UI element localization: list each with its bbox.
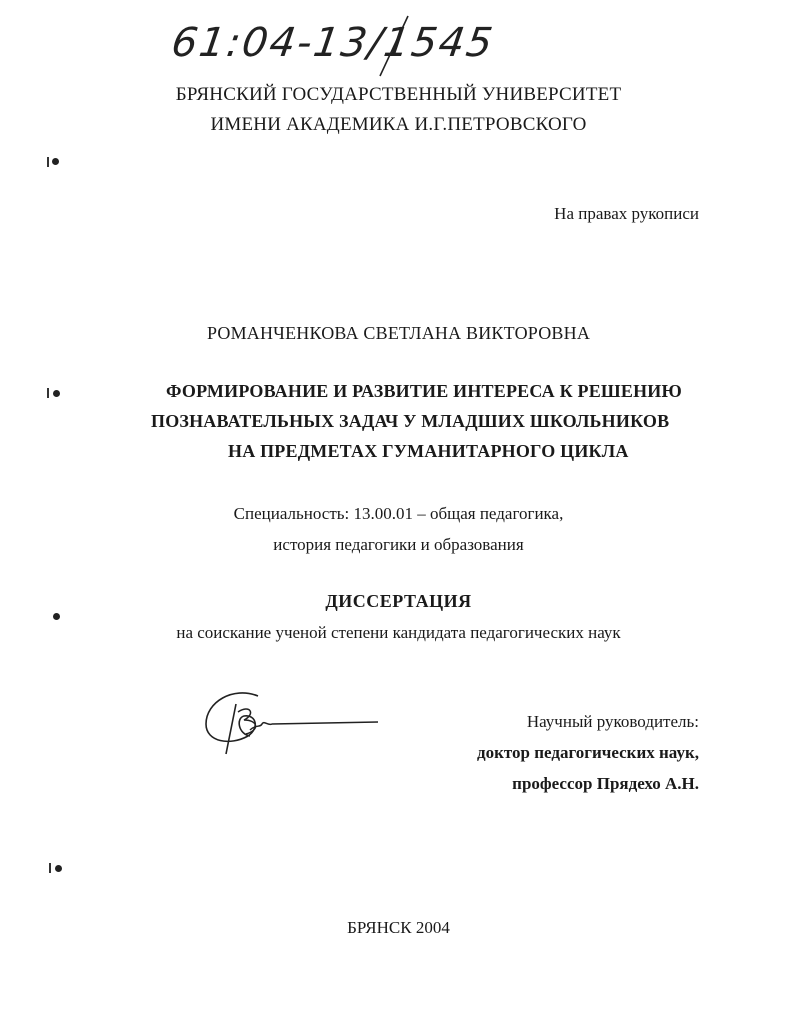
handwritten-registration-number: 61:04-13/1545 [168, 20, 498, 66]
degree-statement: на соискание ученой степени кандидата педагогических наук [176, 623, 621, 642]
university-name-line1: БРЯНСКИЙ ГОСУДАРСТВЕННЫЙ УНИВЕРСИТЕТ [175, 84, 622, 105]
manuscript-rights-note: На правах рукописи [554, 204, 699, 223]
binding-hole-tick-1 [47, 157, 49, 167]
city-and-year: БРЯНСК 2004 [347, 918, 450, 937]
supervisor-degree: доктор педагогических наук, [477, 743, 699, 762]
registration-slash-mark [340, 12, 420, 82]
binding-hole-mark-3 [53, 613, 60, 620]
university-name-line2: ИМЕНИ АКАДЕМИКА И.Г.ПЕТРОВСКОГО [210, 114, 587, 135]
specialty-line2: история педагогики и образования [273, 535, 524, 554]
specialty-line1: Специальность: 13.00.01 – общая педагогика, [233, 504, 564, 523]
dissertation-title-line1: ФОРМИРОВАНИЕ И РАЗВИТИЕ ИНТЕРЕСА К РЕШЕНИЮ [166, 381, 682, 401]
author-name: РОМАНЧЕНКОВА СВЕТЛАНА ВИКТОРОВНА [206, 323, 591, 343]
document-type-heading: ДИССЕРТАЦИЯ [325, 591, 472, 611]
dissertation-title-line3: НА ПРЕДМЕТАХ ГУМАНИТАРНОГО ЦИКЛА [228, 441, 629, 461]
binding-hole-mark-2 [53, 390, 60, 397]
binding-hole-tick-2 [47, 388, 49, 398]
binding-hole-tick-4 [49, 863, 51, 873]
binding-hole-mark-1 [52, 158, 59, 165]
signature-graphic [198, 684, 388, 764]
dissertation-title-line2: ПОЗНАВАТЕЛЬНЫХ ЗАДАЧ У МЛАДШИХ ШКОЛЬНИКОВ [151, 411, 670, 431]
supervisor-label: Научный руководитель: [526, 712, 699, 731]
binding-hole-mark-4 [55, 865, 62, 872]
supervisor-name: профессор Прядехо А.Н. [512, 774, 699, 793]
